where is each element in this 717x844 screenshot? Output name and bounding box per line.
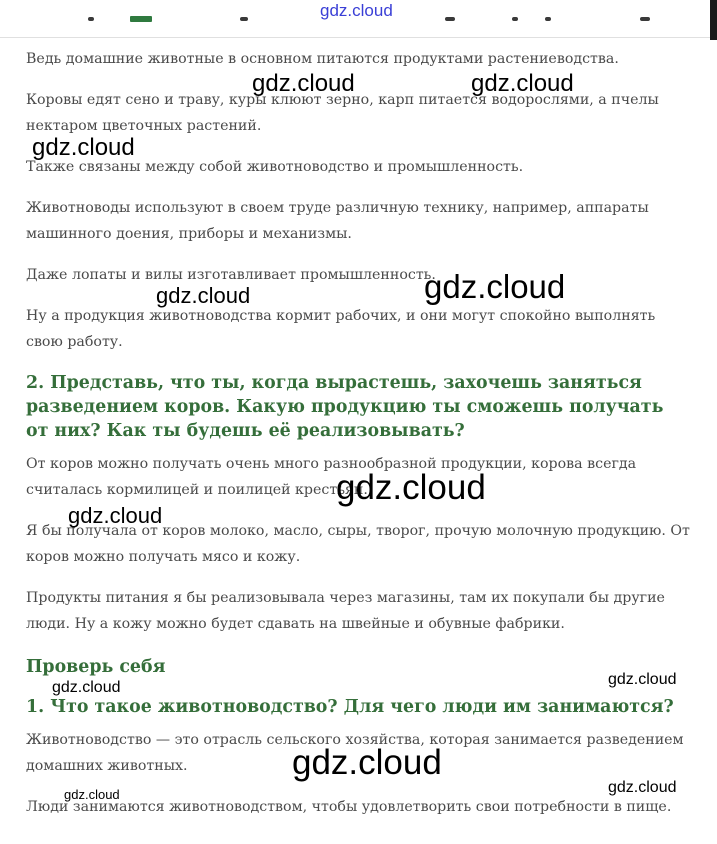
watermark: gdz.cloud (336, 468, 486, 507)
header-green-fragment (130, 16, 152, 22)
watermark: gdz.cloud (32, 134, 135, 161)
paragraph-industry: Также связаны между собой животноводство и промышленность. (26, 159, 524, 175)
answer-1-paragraph-2: Люди занимаются животноводством, чтобы удовлетворить свои потребности в пище. (26, 799, 672, 815)
watermark: gdz.cloud (64, 787, 120, 802)
watermark: gdz.cloud (156, 283, 251, 308)
paragraph-plants: Ведь домашние животные в основном питаются продуктами растениеводства. (26, 51, 619, 67)
watermark: gdz.cloud (252, 70, 355, 97)
header-fragment (512, 17, 518, 21)
section-title: Проверь себя (26, 657, 166, 677)
article-body (26, 46, 690, 820)
paragraph-tools: Даже лопаты и вилы изготавливает промышленность. (26, 267, 436, 283)
watermark: gdz.cloud (424, 268, 566, 305)
header-fragment (640, 17, 650, 21)
paragraph-animals-food: Коровы едят сено и траву, куры клюют зерно, карп питается водорослями, а пчелы нектаром цветочных растений. (26, 92, 659, 134)
header-fragment (88, 17, 94, 21)
answer-2-paragraph-3: Продукты питания я бы реализовывала через магазины, там их покупали бы другие люди. Ну а кожу можно будет сдавать на швейные и обувные фабрики. (26, 590, 665, 632)
header-watermark: gdz.cloud (320, 1, 393, 20)
answer-2-paragraph-2: Я бы получала от коров молоко, масло, сыры, творог, прочую молочную продукцию. От коров можно получать мясо и кожу. (26, 523, 690, 565)
watermark: gdz.cloud (608, 671, 677, 688)
header-fragment (240, 17, 248, 21)
paragraph-workers: Ну а продукция животноводства кормит рабочих, и они могут спокойно выполнять свою работу. (26, 308, 656, 350)
watermark: gdz.cloud (68, 503, 163, 528)
scrollbar-edge (710, 0, 717, 40)
question-2-heading: 2. Представь, что ты, когда вырастешь, захочешь заняться разведением коров. Какую продукцию ты сможешь получать от них? Как ты будешь её реализовывать? (26, 373, 664, 441)
header-divider (0, 37, 717, 38)
watermark: gdz.cloud (52, 679, 121, 696)
paragraph-technique: Животноводы используют в своем труде различную технику, например, аппараты машинного доения, приборы и механизмы. (26, 200, 649, 242)
watermark: gdz.cloud (292, 743, 442, 782)
question-1-heading: 1. Что такое животноводство? Для чего люди им занимаются? (26, 697, 674, 717)
header-fragment (545, 17, 551, 21)
watermark: gdz.cloud (471, 70, 574, 97)
answer-2-paragraph-1: От коров можно получать очень много разнообразной продукции, корова всегда считалась кормилицей и поилицей крестьян. (26, 456, 637, 498)
answer-1-paragraph-1: Животноводство — это отрасль сельского хозяйства, которая занимается разведением домашних животных. (26, 732, 684, 774)
header-fragment (445, 17, 455, 21)
watermark: gdz.cloud (608, 779, 677, 796)
